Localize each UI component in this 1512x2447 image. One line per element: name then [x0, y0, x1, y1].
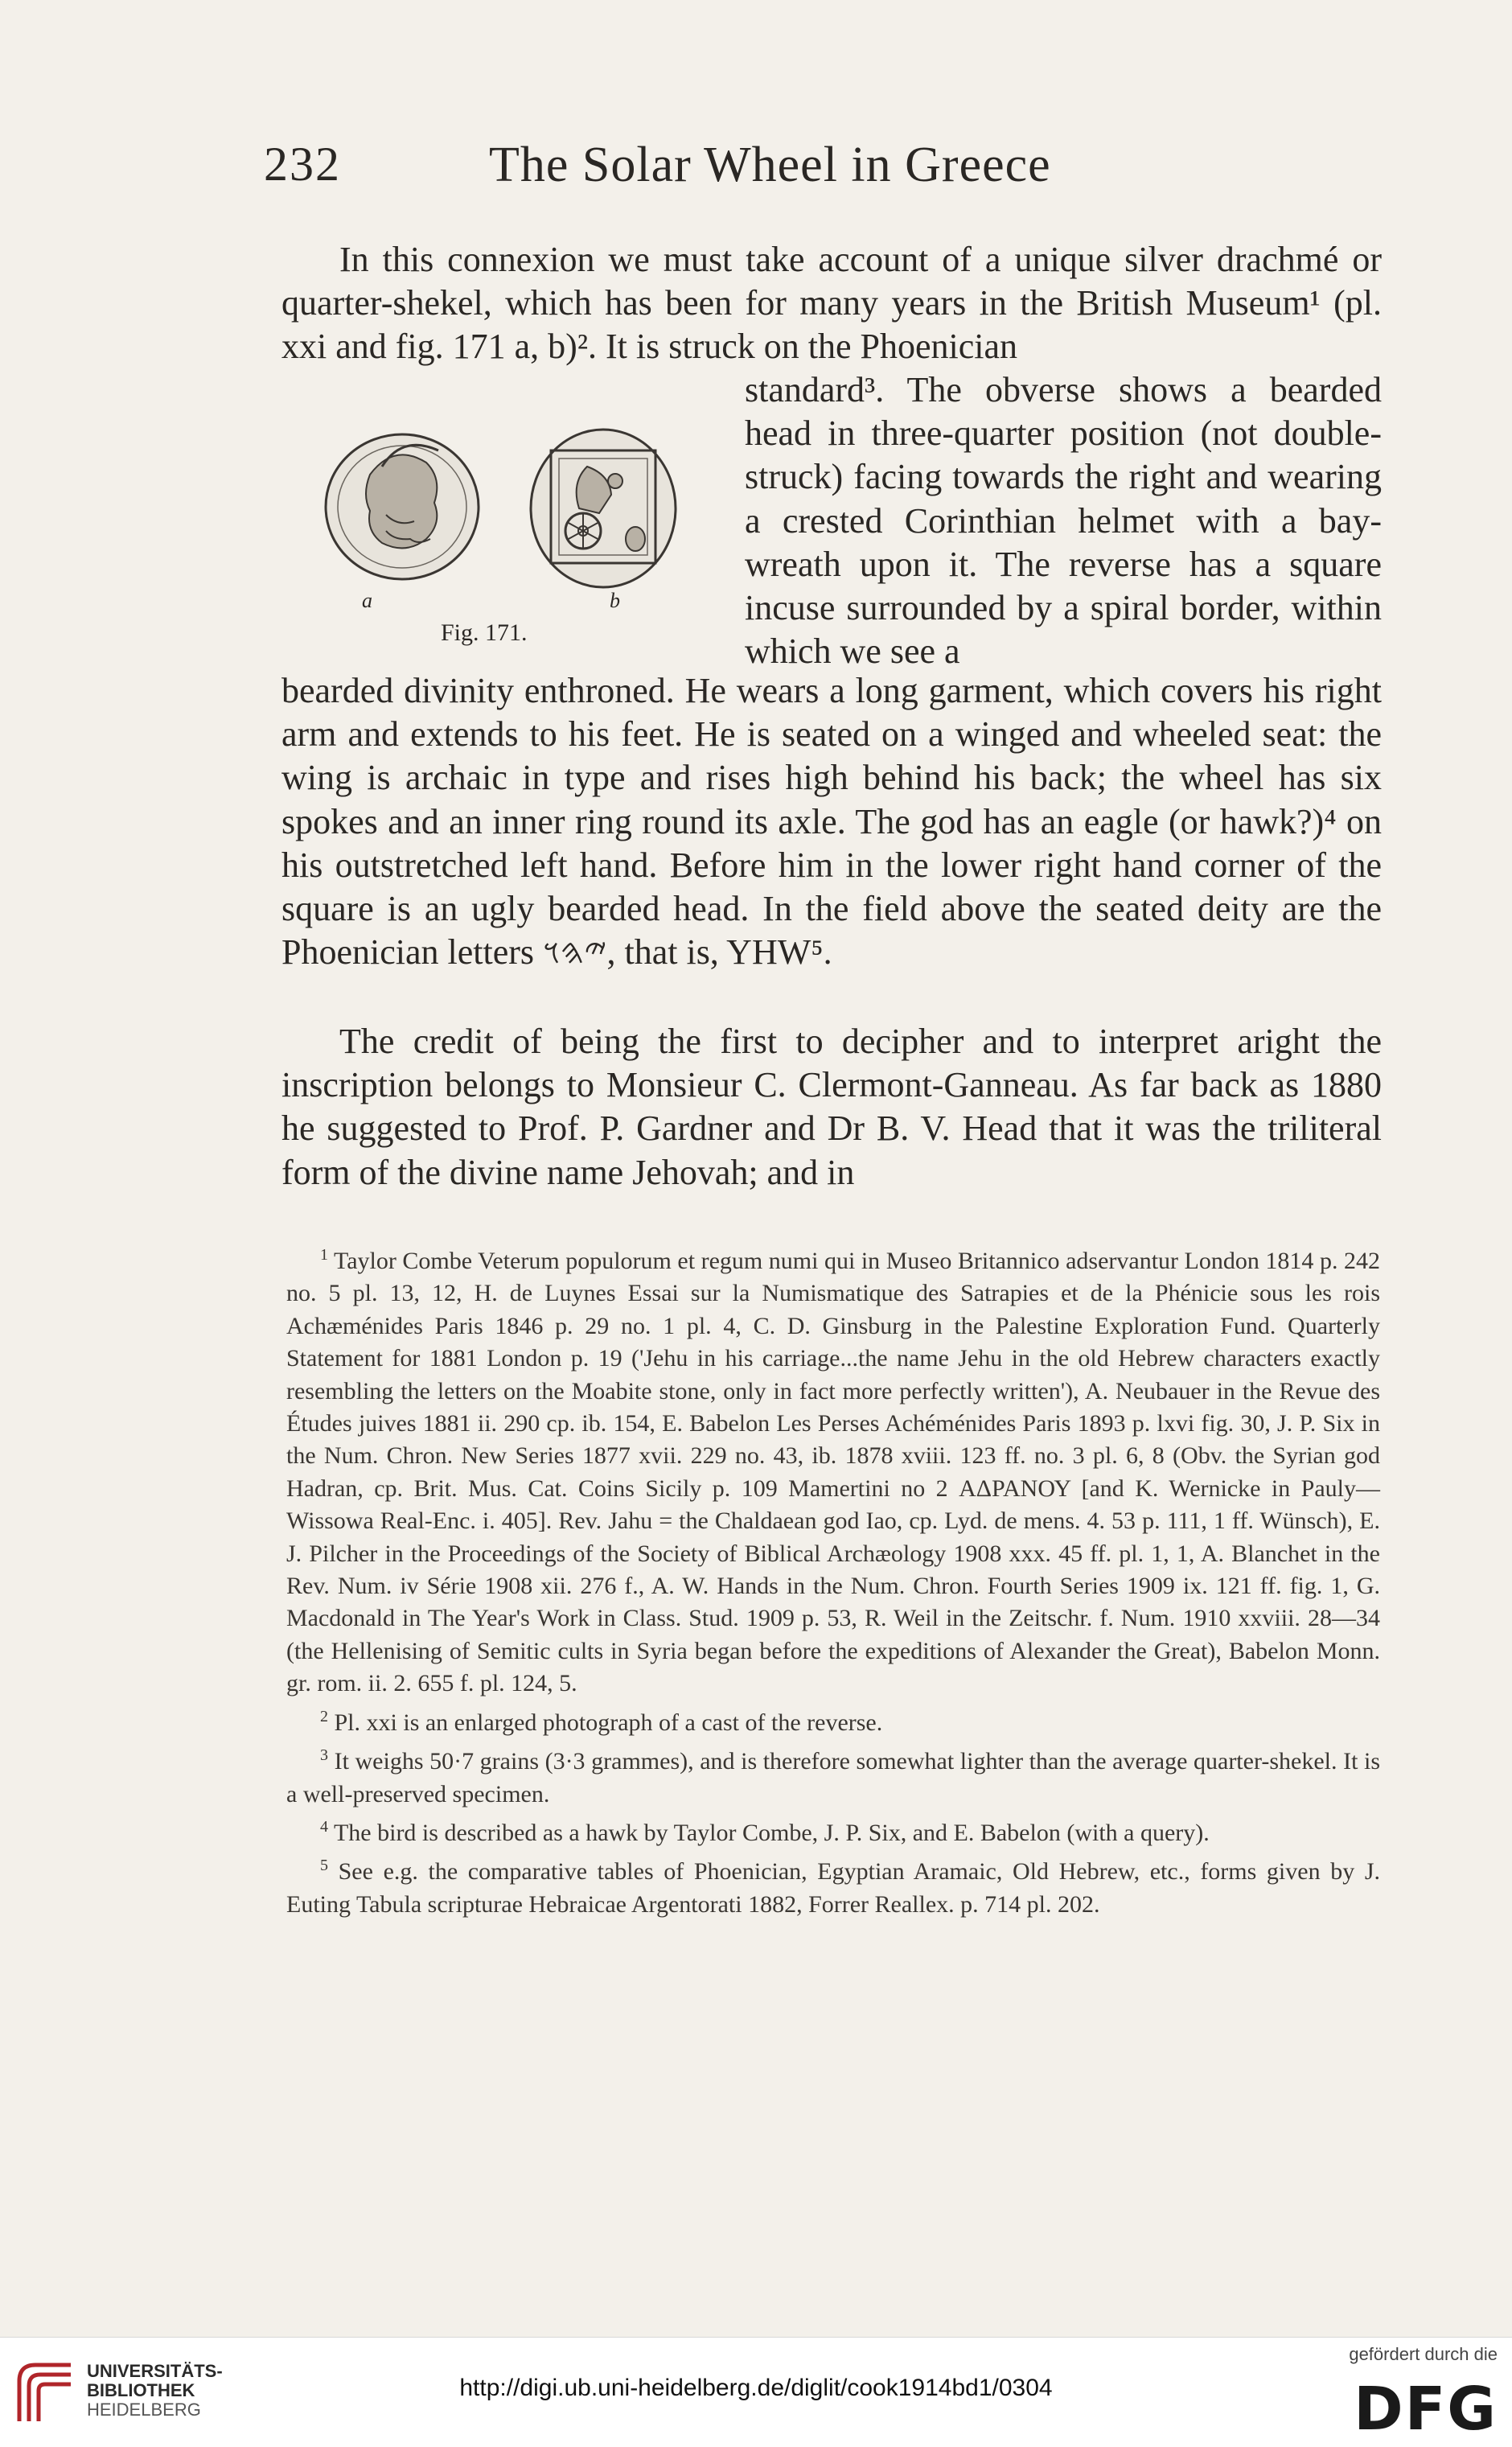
footnote-text: See e.g. the comparative tables of Phoenician, Egyptian Aramaic, Old Hebrew, etc., forms given by J. Euting Tabula scripturae Hebraicae Argentorati 1882, Forrer Reallex. p. 714 pl. 202. [286, 1858, 1381, 1918]
coin-reverse-image [531, 430, 676, 587]
library-name-line: BIBLIOTHEK [87, 2380, 195, 2400]
footnote-mark: 1 [320, 1246, 328, 1264]
running-title: The Solar Wheel in Greece [489, 138, 1051, 192]
dfg-logo: DFG [1354, 2375, 1498, 2444]
funder-label: gefördert durch die [1349, 2344, 1498, 2364]
footnote-mark: 3 [320, 1746, 328, 1765]
footnote-3 [286, 1739, 1380, 1811]
footnote-1 [286, 1239, 1380, 1701]
paragraph-text: bearded divinity enthroned. He wears a long garment, which covers his right arm and extends to his feet. He is seated on a winged and wheeled seat: the wing is archaic in type and rises high behind his back; the wheel has six spokes and an inner ring round its axle. The god has an eagle (or hawk?)⁴ on his outstretched left hand. Before him in the lower right hand corner of the square is an ugly bearded head. In the field above the seated deity are the Phoenician letters 𐤉𐤄𐤅, that is, YHW⁵. [281, 671, 1382, 973]
paragraph-text: In this connexion we must take account of a unique silver drachmé or quarter-shekel, which has been for many years in the British Museum¹ (pl. xxi and fig. 171 a, b)². It is struck on the Phoenician [281, 240, 1382, 367]
footnote-mark: 5 [320, 1857, 328, 1875]
permalink-url[interactable]: http://digi.ub.uni-heidelberg.de/diglit/cook1914bd1/0304 [459, 2375, 1053, 2401]
coin-illustration [306, 418, 700, 611]
footnote-text: Pl. xxi is an enlarged photograph of a cast of the reverse. [334, 1709, 883, 1736]
library-name-line: HEIDELBERG [87, 2400, 201, 2420]
paragraph-1-continued [281, 669, 1382, 974]
page-header [264, 137, 1390, 209]
footnote-mark: 4 [320, 1817, 328, 1836]
footnote-text: It weighs 50·7 grains (3·3 grammes), and is therefore somewhat lighter than the average quarter-shekel. It is a well-preserved specimen. [286, 1748, 1380, 1807]
footnote-4 [286, 1811, 1380, 1849]
figure-label-a: a [362, 589, 372, 612]
footnote-text: Taylor Combe Veterum populorum et regum numi qui in Museo Britannico adservantur London 1814 p. 242 no. 5 pl. 13, 12, H. de Luynes Essai sur la Numismatique des Satrapies et de la Phénicie sous les rois Achæménides Paris 1846 p. 29 no. 1 pl. 4, C. D. Ginsburg in the Palestine Exploration Fund. Quarterly Statement for 1881 London p. 19 ('Jehu in his carriage...the name Jehu in the old Hebrew characters exactly resembling the letters on the Moabite stone, only in fact more perfectly written'), A. Neubauer in the Revue des Études juives 1881 ii. 290 cp. ib. 154, E. Babelon Les Perses Achéménides Paris 1893 p. lxvi fig. 30, J. P. Six in the Num. Chron. New Series 1877 xvii. 229 no. 43, ib. 1878 xviii. 123 ff. no. 3 pl. 6, 8 (Obv. the Syrian god Hadran, cp. Brit. Mus. Cat. Coins Sicily p. 109 Mamertini no 2 ΑΔΡΑΝΟΥ [and K. Wernicke in Pauly—Wissowa Real-Enc. i. 405]. Rev. Jahu = the Chaldaean god Iao, cp. Lyd. de mens. 4. 53 p. 111, 1 ff. Wünsch), E. J. Pilcher in the Proceedings of the Society of Biblical Archæology 1908 xxx. 45 ff. pl. 1, 1, A. Blanchet in the Rev. Num. iv Série 1908 xii. 276 f., A. W. Hands in the Num. Chron. Fourth Series 1909 ix. 121 ff. fig. 1, G. Macdonald in The Year's Work in Class. Stud. 1909 p. 53, R. Weil in the Zeitschr. f. Num. 1910 xxviii. 28—34 (the Hellenising of Semitic cults in Syria began before the expeditions of Alexander the Great), Babelon Monn. gr. rom. ii. 2. 655 f. pl. 124, 5. [286, 1248, 1380, 1697]
paragraph-2 [281, 1020, 1382, 1195]
library-name-line: UNIVERSITÄTS- [87, 2361, 223, 2381]
footnote-mark: 2 [320, 1707, 328, 1725]
figure-label-b: b [610, 589, 620, 612]
paragraph-1-beside-figure [745, 368, 1382, 673]
figure-171 [306, 418, 700, 668]
figure-caption: Fig. 171. [441, 619, 528, 646]
footnote-2 [286, 1701, 1380, 1739]
footnote-text: The bird is described as a hawk by Taylor Combe, J. P. Six, and E. Babelon (with a query). [333, 1819, 1210, 1846]
coin-obverse-image [326, 434, 479, 579]
footnote-5 [286, 1849, 1380, 1921]
paragraph-1-top [281, 238, 1382, 369]
paragraph-text: The credit of being the first to decipher and to interpret aright the inscription belongs to Monsieur C. Clermont-Ganneau. As far back as 1880 he suggested to Prof. P. Gardner and Dr B. V. Head that it was the triliteral form of the divine name Jehovah; and in [281, 1022, 1382, 1192]
page-number: 232 [264, 138, 341, 191]
paragraph-text: standard³. The obverse shows a bearded head in three-quarter position (not double-struck) facing towards the right and wearing a crested Corinthian helmet with a bay-wreath upon it. The reverse has a square incuse surrounded by a spiral border, within which we see a [745, 370, 1382, 672]
footnotes [286, 1239, 1380, 1921]
viewer-footer [0, 2337, 1512, 2447]
